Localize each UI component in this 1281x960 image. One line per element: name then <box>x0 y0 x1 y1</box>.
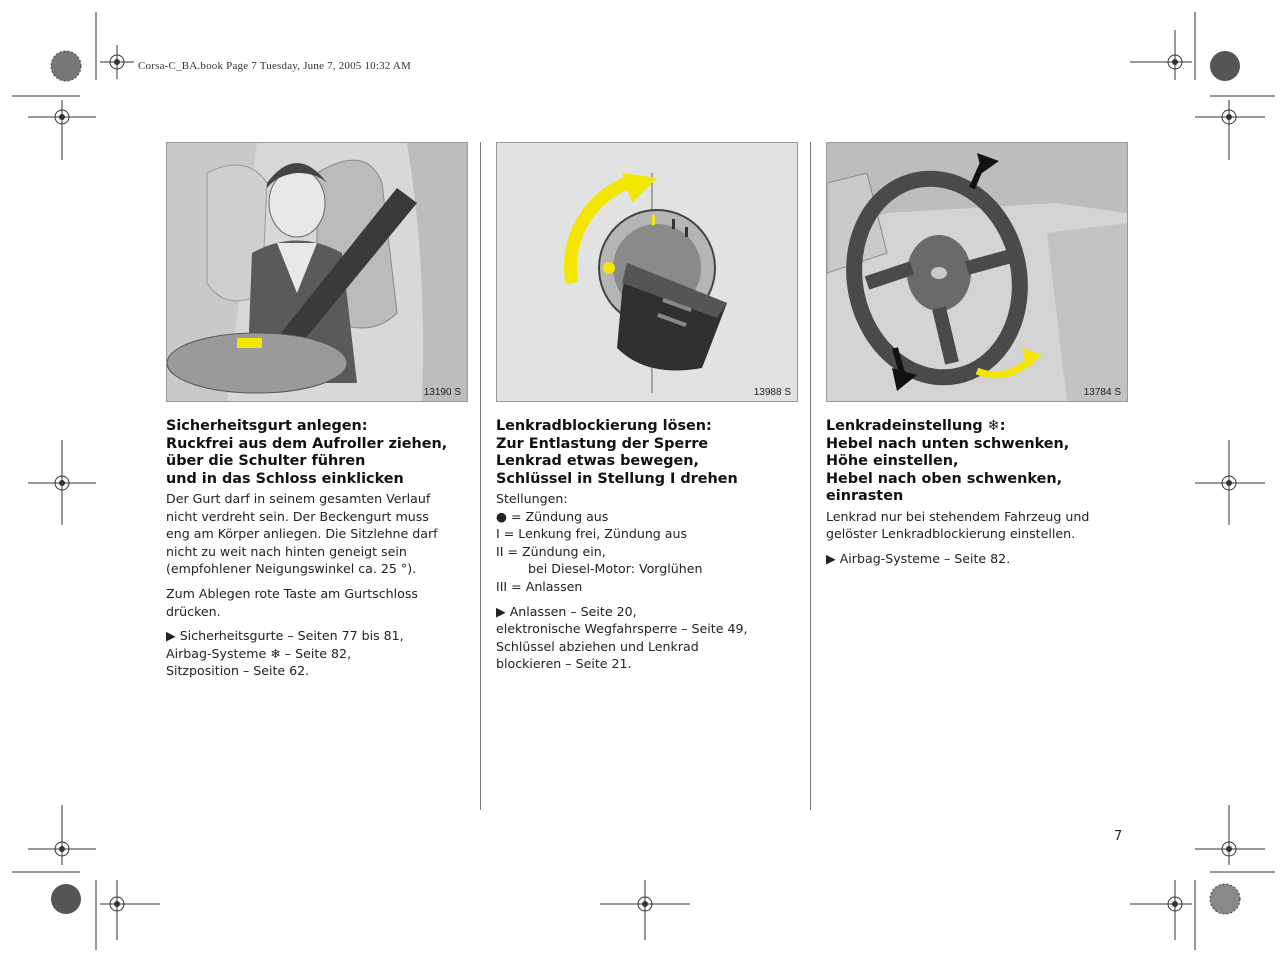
text-line: gelöster Lenkradblockierung einstellen. <box>826 526 1076 542</box>
figure-code: 13784 S <box>1083 387 1121 398</box>
seatbelt-illustration <box>166 142 468 402</box>
reference-link: ▶ Sicherheitsgurte – Seiten 77 bis 81, <box>166 628 404 644</box>
page-number: 7 <box>1114 829 1123 844</box>
cross-references <box>496 603 796 673</box>
text-line: (empfohlener Neigungswinkel ca. 25 °). <box>166 561 417 577</box>
reference-link: Airbag-Systeme ❄ – Seite 82, <box>166 645 352 661</box>
text-line: nicht zu weit nach hinten geneigt sein <box>166 543 407 559</box>
section-heading <box>496 418 796 488</box>
text-line: Der Gurt darf in seinem gesamten Verlauf <box>166 491 431 506</box>
heading-line: Schlüssel in Stellung I drehen <box>496 470 738 487</box>
list-item: ● = Zündung aus <box>496 508 609 524</box>
heading-line: Höhe einstellen, <box>826 453 959 469</box>
reference-link: elektronische Wegfahrsperre – Seite 49, <box>496 621 748 637</box>
list-item: III = Anlassen <box>496 578 583 594</box>
heading-line: und in das Schloss einklicken <box>166 470 404 487</box>
reference-link: ▶ Airbag-Systeme – Seite 82. <box>826 550 1011 566</box>
text-line: Lenkrad nur bei stehendem Fahrzeug und <box>826 508 1090 524</box>
cross-references <box>826 550 1126 568</box>
figure-code: 13190 S <box>423 387 461 398</box>
heading-line: Zur Entlastung der Sperre <box>496 435 709 452</box>
column-seatbelt <box>166 142 466 687</box>
positions-list <box>496 490 796 596</box>
heading-line: Lenkradeinstellung ❄: <box>826 418 1006 434</box>
column-divider <box>480 142 481 810</box>
reference-link: Schlüssel abziehen und Lenkrad <box>496 638 699 654</box>
text-line: Stellungen: <box>496 491 568 506</box>
list-item: II = Zündung ein, <box>496 543 606 559</box>
heading-line: Ruckfrei aus dem Aufroller ziehen, <box>166 435 448 452</box>
heading-line: Hebel nach unten schwenken, <box>826 435 1070 452</box>
column-steering-adjust <box>826 142 1126 574</box>
steering-wheel-illustration <box>826 142 1128 402</box>
text-line: drücken. <box>166 603 221 619</box>
heading-line: Sicherheitsgurt anlegen: <box>166 418 368 434</box>
ignition-key-illustration <box>496 142 798 402</box>
text-line: Zum Ablegen rote Taste am Gurtschloss <box>166 585 418 601</box>
section-heading <box>166 418 466 488</box>
list-item: I = Lenkung frei, Zündung aus <box>496 526 688 542</box>
column-divider <box>810 142 811 810</box>
cross-references <box>166 627 466 680</box>
reference-link: blockieren – Seite 21. <box>496 656 632 672</box>
paragraph <box>166 490 466 578</box>
figure-code: 13988 S <box>753 387 791 398</box>
heading-line: Lenkradblockierung lösen: <box>496 418 712 434</box>
list-item: bei Diesel-Motor: Vorglühen <box>528 561 703 577</box>
section-body <box>826 508 1126 568</box>
print-header: Corsa-C_BA.book Page 7 Tuesday, June 7, 2005 10:32 AM <box>138 60 411 72</box>
heading-line: Hebel nach oben schwenken, <box>826 470 1063 487</box>
heading-line: über die Schulter führen <box>166 453 366 469</box>
reference-link: ▶ Anlassen – Seite 20, <box>496 603 637 619</box>
heading-line: einrasten <box>826 488 904 504</box>
column-steering-lock <box>496 142 796 680</box>
text-line: nicht verdreht sein. Der Beckengurt muss <box>166 508 429 524</box>
section-body <box>496 490 796 673</box>
reference-link: Sitzposition – Seite 62. <box>166 663 310 679</box>
paragraph <box>826 508 1126 543</box>
section-heading <box>826 418 1126 506</box>
paragraph <box>166 585 466 620</box>
section-body <box>166 490 466 680</box>
heading-line: Lenkrad etwas bewegen, <box>496 453 699 469</box>
text-line: eng am Körper anliegen. Die Sitzlehne darf <box>166 526 438 542</box>
